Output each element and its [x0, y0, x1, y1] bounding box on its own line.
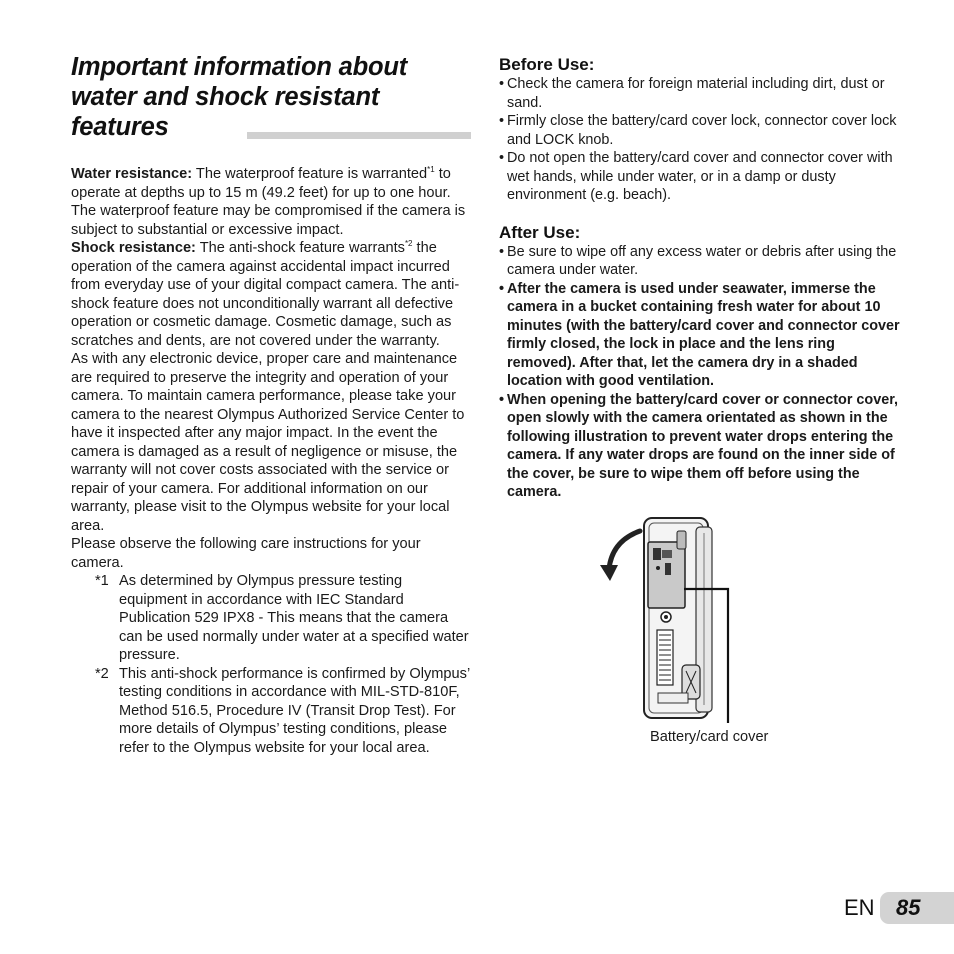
water-resistance-label: Water resistance:: [71, 166, 193, 182]
page-number: 85: [896, 895, 921, 920]
list-item: • Firmly close the battery/card cover lock, connector cover lock and LOCK knob.: [499, 112, 903, 149]
observe-paragraph: Please observe the following care instructions for your camera.: [71, 536, 421, 571]
footnote-item: [95, 572, 471, 665]
before-use-heading: Before Use:: [499, 55, 595, 74]
camera-illustration-icon: [600, 515, 740, 727]
list-item: • Do not open the battery/card cover and connector cover with wet hands, while under water, or in a damp or dusty environment (e.g. beach).: [499, 149, 903, 205]
care-paragraph: As with any electronic device, proper care and maintenance are required to preserve the integrity and operation of your camera. To maintain camera performance, please take your camera to the nearest Olympus Authorized Service Center to have it inspected after any major impact. In the event the camera is damaged as a result of negligence or misuse, the warranty will not cover costs associated with the service or repair of your camera. For additional information on our warranty, please visit to the Olympus website for your local area.: [71, 351, 465, 534]
water-resistance-paragraph: [71, 165, 471, 202]
after-use-list: [499, 243, 903, 502]
title-line-2: water and shock resistant: [71, 83, 380, 111]
list-item: • After the camera is used under seawater, immerse the camera in a bucket containing fresh water for about 10 minutes (with the battery/card cover and connector cover firmly closed, the lock in place and the lens ring removed). After that, let the camera dry in a shaded location with good ventilation.: [499, 280, 903, 391]
water-resistance-text: The waterproof feature is warranted: [192, 166, 428, 182]
title-line-3: features: [71, 113, 169, 141]
language-code: EN: [844, 895, 875, 920]
shock-resistance-label: Shock resistance:: [71, 240, 196, 256]
left-body-text: [71, 165, 471, 757]
right-column: [499, 55, 903, 502]
footnotes-list: [71, 572, 471, 757]
water-resistance-text-2: to operate at depths up to 15 m (49.2 feet) for up to one hour.: [71, 166, 451, 201]
shock-resistance-paragraph: [71, 239, 471, 350]
after-use-heading: After Use:: [499, 222, 581, 242]
title-line-1: Important information about: [71, 53, 407, 81]
footnote-mark: *1: [95, 573, 109, 589]
page-number-tab: [880, 892, 954, 924]
list-item: • Check the camera for foreign material including dirt, dust or sand.: [499, 75, 903, 112]
shock-resistance-text-2: the operation of the camera against accidental impact incurred from everyday use of your digital compact camera. The anti-shock feature does not unconditionally warrant all defective operation or cosmetic damage. Cosmetic damage, such as scratches and dents, are not covered under the warranty.: [71, 240, 460, 349]
figure-caption: Battery/card cover: [650, 729, 769, 745]
compromise-paragraph: The waterproof feature may be compromised if the camera is subject to substantial or excessive impact.: [71, 203, 466, 238]
shock-resistance-text: The anti-shock feature warrants: [195, 240, 405, 256]
page-title: [71, 52, 471, 142]
footnote-mark: *2: [95, 665, 109, 682]
left-column: [71, 52, 471, 757]
footnote-ref-1: *1: [427, 165, 435, 174]
before-use-list: [499, 75, 903, 205]
title-underline-bar: [247, 132, 471, 139]
list-item: • When opening the battery/card cover or connector cover, open slowly with the camera orientated as shown in the following illustration to prevent water drops entering the camera. If any water drops are found on the inner side of the cover, be sure to wipe them off before using the camera.: [499, 391, 903, 502]
footnote-text: As determined by Olympus pressure testing equipment in accordance with IEC Standard Publication 529 IPX8 - This means that the camera can be used normally under water at a specified water pressure.: [119, 573, 469, 663]
footnote-item: [95, 665, 471, 758]
rotate-arrow-icon: [600, 531, 640, 581]
footnote-ref-2: *2: [404, 239, 413, 248]
camera-body: [644, 518, 712, 718]
footnote-text: This anti-shock performance is confirmed by Olympus’ testing conditions in accordance with MIL-STD-810F, Method 516.5, Procedure IV (Transit Drop Test). For more details of Olympus’ testing conditions, please refer to the Olympus website for your local area.: [119, 665, 470, 756]
list-item: • Be sure to wipe off any excess water or debris after using the camera under water.: [499, 243, 903, 280]
